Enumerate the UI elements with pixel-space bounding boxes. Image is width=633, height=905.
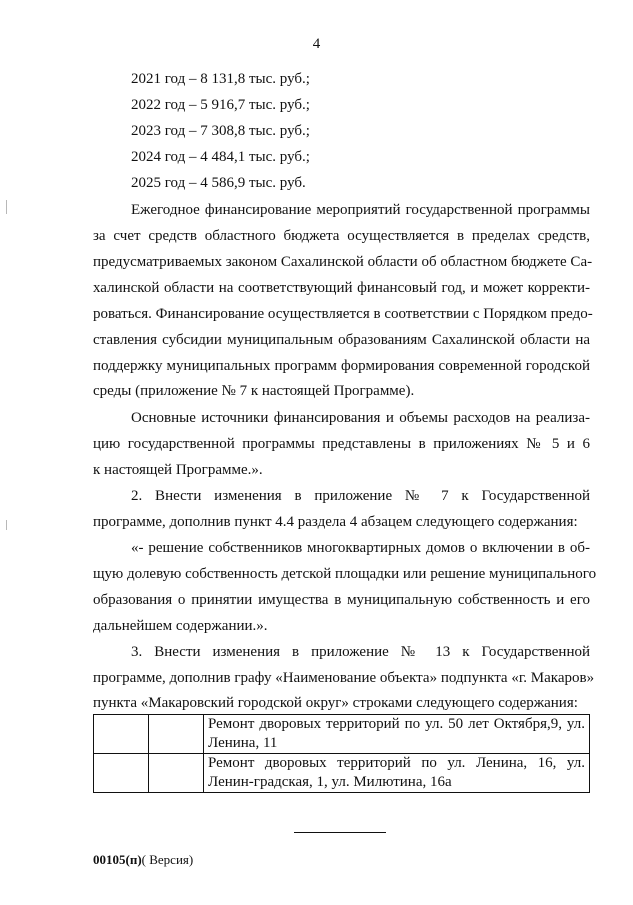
paragraph-line: программе, дополнив пункт 4.4 раздела 4 абзацем следующего содержания: [93,514,578,530]
table-row [94,754,590,793]
paragraph-line: программе, дополнив графу «Наименование объекта» подпункта «г. Макаров» [93,670,595,686]
paragraph-line: предусматриваемых законом Сахалинской области об областном бюджете Са- [93,254,593,270]
page-number: 4 [312,36,321,52]
object-name-cell: Ремонт дворовых территорий по ул. 50 лет Октября,9, ул. Ленина, 11 [204,715,590,754]
funding-line: 2022 год – 5 916,7 тыс. руб.; [131,97,310,113]
object-name-cell: Ремонт дворовых территорий по ул. Ленина, 16, ул. Ленин-градская, 1, ул. Милютина, 16а [204,754,590,793]
paragraph-line: за счет средств областного бюджета осуществляется в пределах средств, [93,228,590,244]
paragraph-line: халинской области на соответствующий финансовый год, и может корректи- [93,280,590,296]
funding-line: 2023 год – 7 308,8 тыс. руб.; [131,123,310,139]
table-cell [149,715,204,754]
paragraph-line: ставления субсидии муниципальным образованиям Сахалинской области на [93,332,590,348]
document-code [93,852,193,868]
paragraph-line: Ежегодное финансирование мероприятий государственной программы [131,202,590,218]
paragraph-line: среды (приложение № 7 к настоящей Программе). [93,383,415,399]
table-cell [94,715,149,754]
document-version: ( Версия) [141,852,194,867]
funding-line: 2024 год – 4 484,1 тыс. руб.; [131,149,310,165]
funding-line: 2025 год – 4 586,9 тыс. руб. [131,175,306,191]
table-row [94,715,590,754]
paragraph-line: Основные источники финансирования и объемы расходов на реализа- [131,410,590,426]
table-cell [149,754,204,793]
paragraph-line: цию государственной программы представлены в приложениях № 5 и 6 [93,436,590,452]
paragraph-line: роваться. Финансирование осуществляется в соответствии с Порядком предо- [93,306,593,322]
paragraph-line: к настоящей Программе.». [93,462,263,478]
paragraph-line: образования о принятии имущества в муниципальную собственность и его [93,592,590,608]
table-cell [94,754,149,793]
objects-table [93,714,590,793]
paragraph-line: щую долевую собственность детской площадки или решение муниципального [93,566,597,582]
funding-line: 2021 год – 8 131,8 тыс. руб.; [131,71,310,87]
paragraph-line: 3. Внести изменения в приложение № 13 к Государственной [131,644,590,660]
paragraph-line: «- решение собственников многоквартирных домов о включении в об- [131,540,590,556]
document-code-number: 00105(п) [93,852,142,867]
paragraph-line: дальнейшем содержании.». [93,618,268,634]
paragraph-line: пункта «Макаровский городской округ» строками следующего содержания: [93,695,578,711]
end-rule [294,832,386,833]
paragraph-line: поддержку муниципальных программ формирования современной городской [93,358,590,374]
paragraph-line: 2. Внести изменения в приложение № 7 к Государственной [131,488,590,504]
scan-edge-mark [6,520,7,530]
scan-edge-mark [6,200,7,214]
